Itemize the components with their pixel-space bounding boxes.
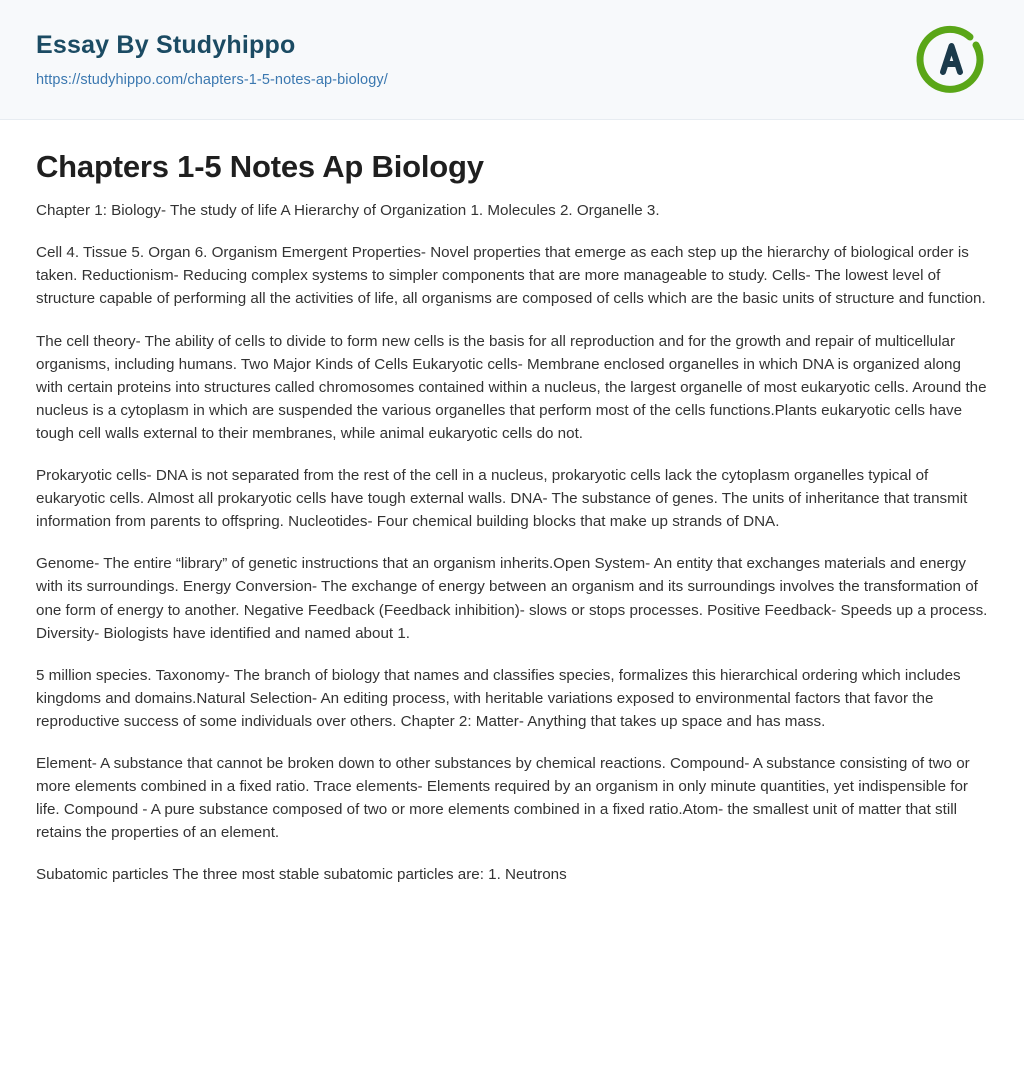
- article-paragraph: 5 million species. Taxonomy- The branch of biology that names and classifies species, formalizes this hierarchical ordering which includes kingdoms and domains.Natural Selection- An editing process, with heritable variations exposed to environmental factors that favor the reproductive success of some individuals over others. Chapter 2: Matter- Anything that takes up space and has mass.: [36, 666, 961, 730]
- page-title: Chapters 1-5 Notes Ap Biology: [36, 149, 484, 184]
- article-body: [0, 120, 1024, 886]
- article-paragraph: The cell theory- The ability of cells to divide to form new cells is the basis for all reproduction and for the growth and repair of multicellular organisms, including humans. Two Major Kinds of Cells Eukaryotic cells- Membrane enclosed organelles in which DNA is organized along with certain proteins into structures called chromosomes contained within a nucleus, the largest organelle of most eukaryotic cells. Around the nucleus is a cytoplasm in which are suspended the various organelles that perform most of the cells functions.Plants eukaryotic cells have tough cell walls external to their membranes, while animal eukaryotic cells do not.: [36, 332, 987, 442]
- article-paragraph: Subatomic particles The three most stable subatomic particles are: 1. Neutrons: [36, 866, 567, 884]
- article-paragraph: Cell 4. Tissue 5. Organ 6. Organism Emergent Properties- Novel properties that emerge as each step up the hierarchy of biological order is taken. Reductionism- Reducing complex systems to simpler components that are more manageable to study. Cells- The lowest level of structure capable of performing all the activities of life, all organisms are composed of cells which are the basic units of structure and function.: [36, 244, 986, 308]
- studyhippo-logo-icon[interactable]: [912, 22, 988, 98]
- brand-title: Essay By Studyhippo: [36, 31, 296, 59]
- article-paragraph: Element- A substance that cannot be broken down to other substances by chemical reactions. Compound- A substance consisting of two or more elements combined in a fixed ratio. Trace elements- Elements required by an organism in only minute quantities, yet indispensible for life. Compound - A pure substance composed of two or more elements combined in a fixed ratio.Atom- the smallest unit of matter that still retains the properties of an element.: [36, 754, 970, 842]
- article-url-link[interactable]: https://studyhippo.com/chapters-1-5-notes-ap-biology/: [36, 72, 388, 88]
- article-paragraph: Genome- The entire “library” of genetic instructions that an organism inherits.Open System- An entity that exchanges materials and energy with its surroundings. Energy Conversion- The exchange of energy between an organism and its surroundings involves the transformation of one form of energy to another. Negative Feedback (Feedback inhibition)- slows or stops processes. Positive Feedback- Speeds up a process. Diversity- Biologists have identified and named about 1.: [36, 555, 988, 642]
- article-paragraph: Prokaryotic cells- DNA is not separated from the rest of the cell in a nucleus, prokaryotic cells lack the cytoplasm organelles typical of eukaryotic cells. Almost all prokaryotic cells have tough external walls. DNA- The substance of genes. The units of inheritance that transmit information from parents to offspring. Nucleotides- Four chemical building blocks that make up strands of DNA.: [36, 467, 968, 531]
- site-header: [0, 0, 1024, 120]
- article-paragraph: Chapter 1: Biology- The study of life A Hierarchy of Organization 1. Molecules 2. Organelle 3.: [36, 202, 660, 220]
